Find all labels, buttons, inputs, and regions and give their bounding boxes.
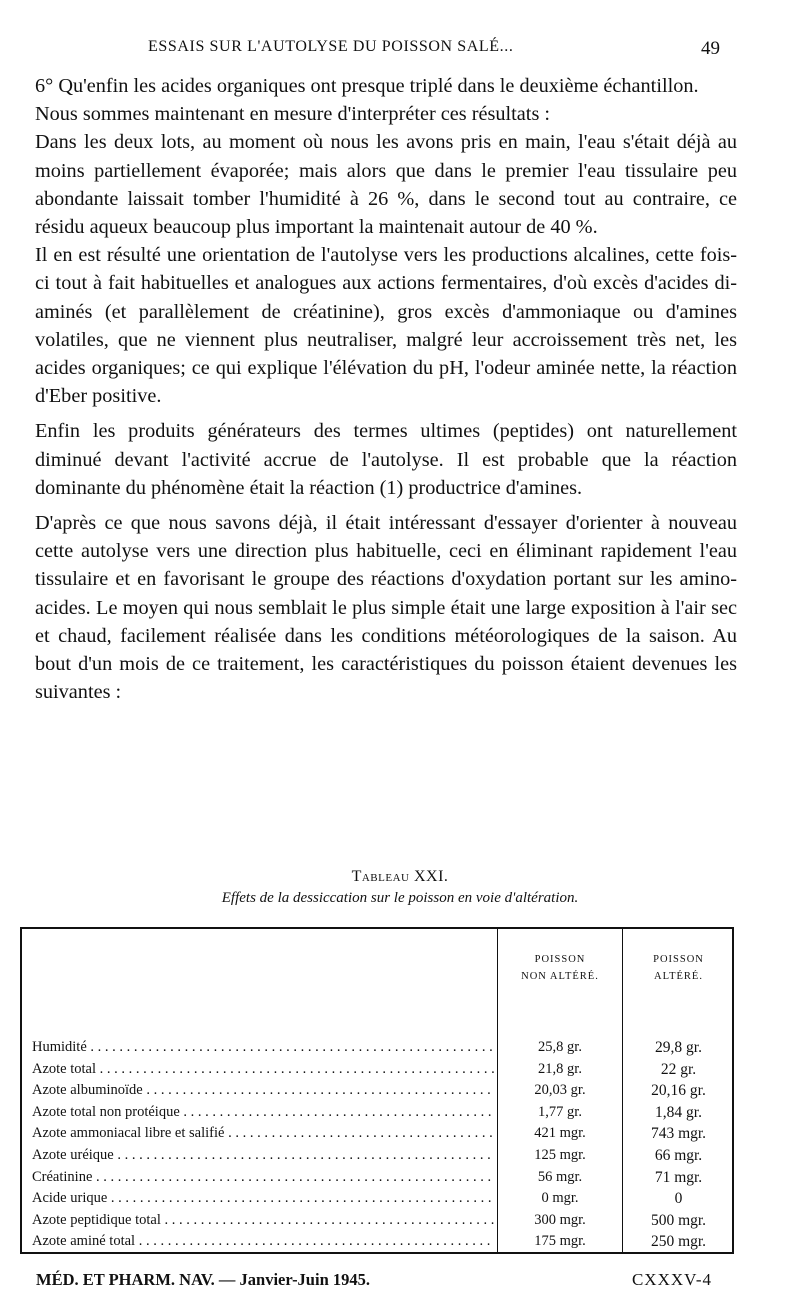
- value-altere: 1,84 gr.: [655, 1103, 702, 1121]
- value-non-altere: 20,03 gr.: [534, 1082, 586, 1099]
- row-label: Créatinine . . .: [32, 1169, 494, 1186]
- row-label: Acide urique . . .: [32, 1190, 494, 1207]
- value-altere: 743 mgr.: [650, 1125, 707, 1143]
- paragraph: Nous sommes maintenant en mesure d'interpréter ces résultats :: [35, 103, 551, 126]
- data-table: [20, 927, 734, 1254]
- value-non-altere: 1,77 gr.: [538, 1103, 582, 1120]
- table-row: [22, 1082, 732, 1104]
- page-number: 49: [701, 38, 720, 59]
- table-row: [22, 1104, 732, 1126]
- row-label: Azote aminé total . . .: [32, 1233, 494, 1250]
- value-non-altere: 56 mgr.: [537, 1168, 583, 1185]
- table-row: [22, 1061, 732, 1083]
- page-header: [0, 38, 800, 62]
- paragraph-gap: [35, 410, 737, 417]
- row-label: Humidité . . .: [32, 1039, 494, 1056]
- column-header-line: POISSON: [534, 954, 586, 965]
- column-header-line: POISSON: [653, 954, 704, 965]
- value-altere: 71 mgr.: [654, 1168, 703, 1186]
- body-text: [35, 72, 737, 706]
- paragraph: 6° Qu'enfin les acides organiques ont presque triplé dans le deuxième échantillon.: [35, 75, 699, 97]
- row-label: Azote albuminoïde . . .: [32, 1082, 494, 1099]
- value-altere: 22 gr.: [660, 1060, 697, 1078]
- table-row: [22, 1190, 732, 1212]
- value-non-altere: 21,8 gr.: [538, 1060, 582, 1077]
- paragraph-gap: [35, 502, 737, 509]
- value-non-altere: 125 mgr.: [534, 1146, 586, 1163]
- table-caption: [0, 868, 800, 907]
- value-non-altere: 25,8 gr.: [538, 1039, 582, 1055]
- running-title: ESSAIS SUR L'AUTOLYSE DU POISSON SALÉ...: [148, 38, 514, 55]
- value-non-altere: 421 mgr.: [534, 1125, 586, 1142]
- value-altere: 0: [674, 1190, 683, 1208]
- column-header-line: NON ALTÉRÉ.: [521, 971, 599, 982]
- column-header-line: ALTÉRÉ.: [654, 971, 703, 982]
- value-altere: 29,8 gr.: [655, 1039, 702, 1056]
- value-altere: 20,16 gr.: [651, 1082, 706, 1100]
- row-label: Azote total . . .: [32, 1061, 494, 1078]
- table-body: [22, 1039, 732, 1255]
- paragraph: Dans les deux lots, au moment où nous les avons pris en main, l'eau s'était déjà au moins partiellement évaporée; mais alors que dans le premier l'eau tissulaire peu abondante laissait tomber l'humidité à 26 %, dans le second tout au contraire, ce résidu aqueux beaucoup plus important la maintenait autour de 40 %.: [35, 131, 737, 239]
- row-label: Azote uréique . . .: [32, 1147, 494, 1164]
- journal-reference: MÉD. ET PHARM. NAV. — Janvier-Juin 1945.: [36, 1270, 370, 1289]
- row-label: Azote peptidique total . . .: [32, 1212, 494, 1229]
- table-row: [22, 1039, 732, 1061]
- table-title: Tableau XXI.: [351, 868, 449, 885]
- signature-mark: CXXXV-4: [631, 1270, 712, 1289]
- paragraph: Il en est résulté une orientation de l'autolyse vers les productions alcalines, cette fois-ci tout à fait habituelles et analogues aux actions fermentaires, d'où excès d'acides di-aminés (et parallèlement de créatinine), gros excès d'ammoniaque ou d'amines volatiles, que ne viennent plus neutraliser, malgré leur accroissement très net, les acides organiques; ce qui explique l'élévation du pH, l'odeur aminée nette, la réaction d'Eber positive.: [35, 244, 737, 408]
- table-row: [22, 1233, 732, 1255]
- column-header-non-altere: [498, 951, 622, 985]
- table-row: [22, 1212, 732, 1234]
- value-altere: 500 mgr.: [650, 1211, 707, 1229]
- paragraph: D'après ce que nous savons déjà, il était intéressant d'essayer d'orienter à nouveau cette autolyse vers une direction plus habituelle, ceci en éliminant rapidement l'eau tissulaire et en favorisant le groupe des réactions d'oxydation portant sur les amino-acides. Le moyen qui nous semblait le plus simple était une large exposition à l'air sec et chaud, facilement réalisée dans les conditions météorologiques de la saison. Au bout d'un mois de ce traitement, les caractéristiques du poisson étaient devenues les suivantes :: [35, 512, 737, 704]
- column-header-altere: [623, 951, 734, 985]
- value-non-altere: 300 mgr.: [534, 1211, 586, 1228]
- table-subtitle: Effets de la dessiccation sur le poisson en voie d'altération.: [221, 890, 579, 906]
- row-label: Azote ammoniacal libre et salifié . . .: [32, 1125, 494, 1142]
- value-altere: 66 mgr.: [654, 1146, 703, 1164]
- table-row: [22, 1125, 732, 1147]
- page-footer: [0, 1270, 800, 1300]
- row-label: Azote total non protéique . . .: [32, 1104, 494, 1121]
- value-altere: 250 mgr.: [650, 1233, 707, 1251]
- table-row: [22, 1169, 732, 1191]
- value-non-altere: 0 mgr.: [541, 1190, 579, 1207]
- paragraph: Enfin les produits générateurs des termes ultimes (peptides) ont naturellement diminué devant l'activité accrue de l'autolyse. Il est probable que la réaction dominante du phénomène était la réaction (1) productrice d'amines.: [35, 420, 737, 499]
- value-non-altere: 175 mgr.: [534, 1233, 586, 1250]
- table-row: [22, 1147, 732, 1169]
